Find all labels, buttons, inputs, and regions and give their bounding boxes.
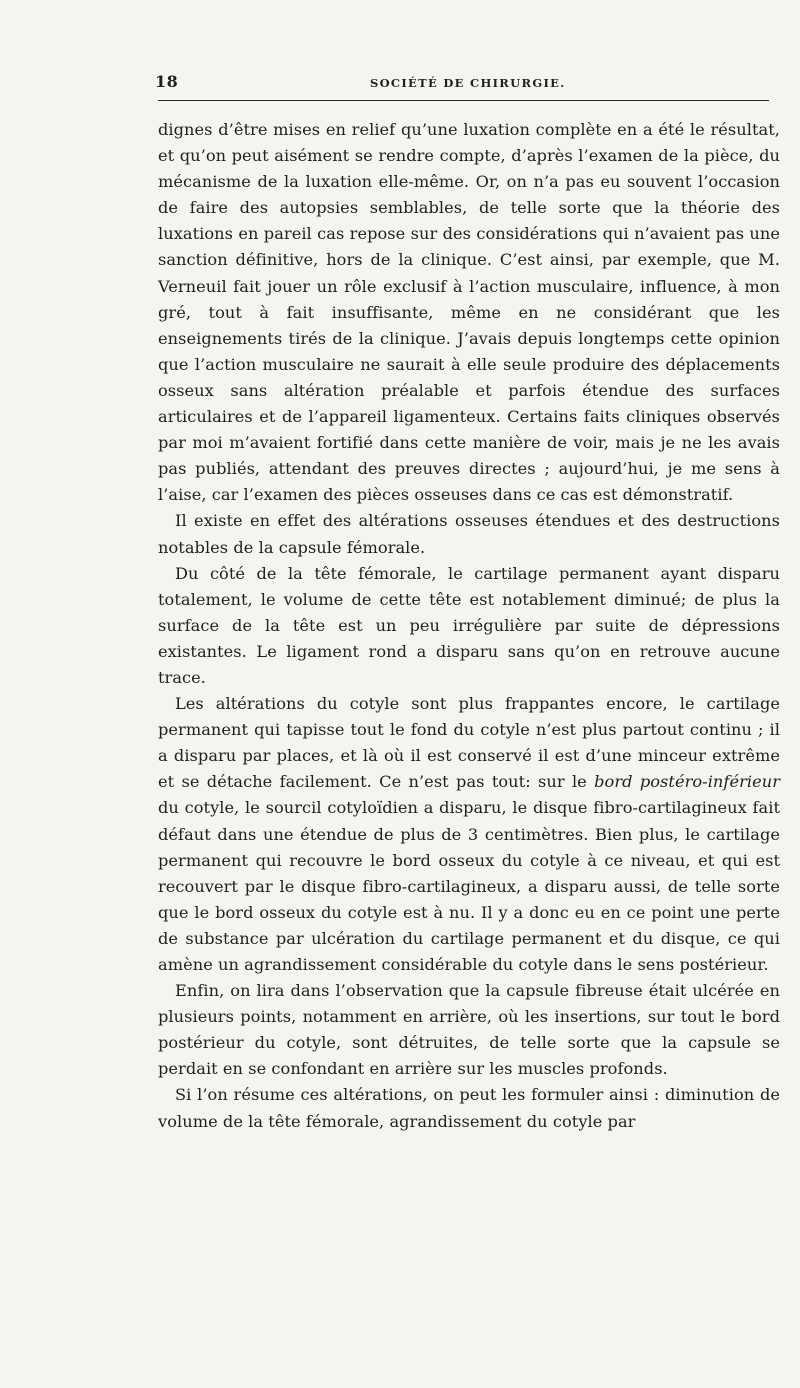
page-number: 18 (155, 72, 179, 91)
paragraph-2: Il existe en effet des altérations osseuses étendues et des destructions notables de la capsule fémorale. (158, 511, 780, 557)
header-rule (158, 100, 769, 101)
running-head (155, 72, 768, 98)
running-title: SOCIÉTÉ DE CHIRURGIE. (370, 76, 566, 90)
paragraph-4-part-2: du cotyle, le sourcil cotyloïdien a disparu, le disque fibro-cartilagineux fait défaut dans une étendue de plus de 3 centimètres. Bien plus, le cartilage permanent qui recouvre le bord osseux du cotyle à ce niveau, et qui est recouvert par le disque fibro-cartilagineux, a disparu aussi, de telle sorte que le bord osseux du cotyle est à nu. Il y a donc eu en ce point une perte de substance par ulcération du cartilage permanent et du disque, ce qui amène un agrandissement considérable du cotyle dans le sens postérieur. (158, 798, 780, 974)
paragraph-1: dignes d’être mises en relief qu’une luxation complète en a été le résultat, et qu’on peut aisément se rendre compte, d’après l’examen de la pièce, du mécanisme de la luxation elle-même. Or, on n’a pas eu souvent l’occasion de faire des autopsies semblables, de telle sorte que la théorie des luxations en pareil cas repose sur des considérations qui n’avaient pas une sanction définitive, hors de la clinique. C’est ainsi, par exemple, que M. Verneuil fait jouer un rôle exclusif à l’action musculaire, influence, à mon gré, tout à fait insuffisante, même en ne considérant que les enseignements tirés de la clinique. J’avais depuis longtemps cette opinion que l’action musculaire ne saurait à elle seule produire des déplacements osseux sans altération préalable et parfois étendue des surfaces articulaires et de l’appareil ligamenteux. Certains faits cliniques observés par moi m’avaient fortifié dans cette manière de voir, mais je ne les avais pas publiés, attendant des preuves directes ; aujourd’hui, je me sens à l’aise, car l’examen des pièces osseuses dans ce cas est démonstratif. (158, 120, 780, 505)
paragraph-4 (158, 691, 780, 978)
paragraph-5: Enfin, on lira dans l’observation que la capsule fibreuse était ulcérée en plusieurs points, notamment en arrière, où les insertions, sur tout le bord postérieur du cotyle, sont détruites, de telle sorte que la capsule se perdait en se confondant en arrière sur les muscles profonds. (158, 981, 780, 1079)
paragraph-3: Du côté de la tête fémorale, le cartilage permanent ayant disparu totalement, le volume de cette tête est notablement diminué; de plus la surface de la tête est un peu irrégulière par suite de dépressions existantes. Le ligament rond a disparu sans qu’on en retrouve aucune trace. (158, 563, 780, 687)
paragraph-6: Si l’on résume ces altérations, on peut les formuler ainsi : diminution de volume de la tête fémorale, agrandissement du cotyle par (158, 1085, 780, 1131)
body-text (158, 117, 780, 1135)
paragraph-4-part-1: Les altérations du cotyle sont plus frappantes encore, le cartilage permanent qui tapisse tout le fond du cotyle n’est plus partout continu ; il a disparu par places, et là où il est conservé il est d’une minceur extrême et se détache facilement. Ce n’est pas tout: sur le (158, 694, 780, 792)
italic-phrase: bord postéro-inférieur (594, 772, 780, 792)
